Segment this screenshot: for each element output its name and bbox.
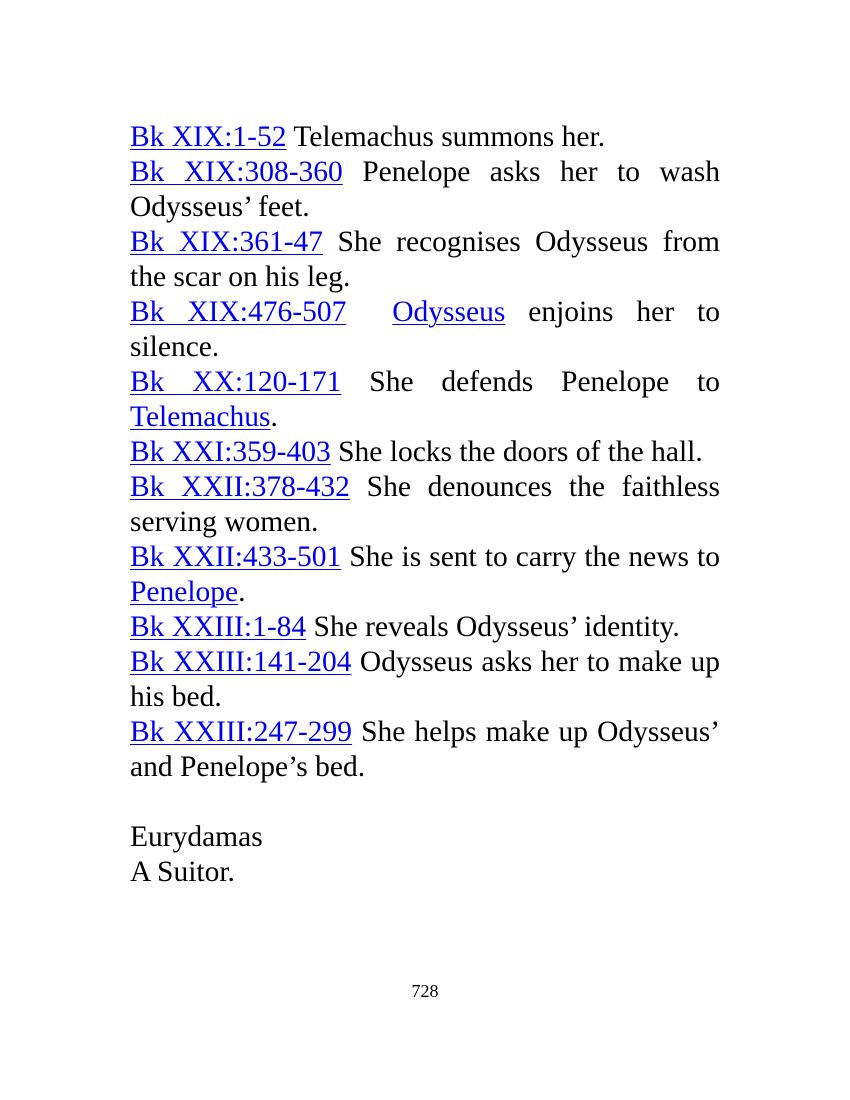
entry-5-reference-link[interactable]: Bk XX:120-171: [130, 366, 342, 398]
entry-7-text: She denounces the faithless serving women.: [130, 471, 720, 538]
entry-8-text-post: .: [238, 576, 246, 608]
section-gap: [130, 785, 720, 820]
entry-8: [130, 540, 720, 610]
entry-11: [130, 715, 720, 785]
entry-3-reference-link[interactable]: Bk XIX:361-47: [130, 226, 324, 258]
entry-6-text: She locks the doors of the hall.: [330, 436, 703, 468]
document-body: [130, 120, 720, 890]
entry-5-inline-link[interactable]: Telemachus: [130, 401, 271, 433]
entry-3-text: She recognises Odysseus from the scar on his leg.: [130, 226, 720, 293]
next-entry-description: A Suitor.: [130, 856, 235, 888]
entry-8-inline-link[interactable]: Penelope: [130, 576, 239, 608]
page-number: 728: [411, 981, 439, 1001]
entry-4-reference-link[interactable]: Bk XIX:476-507: [130, 296, 347, 328]
entry-1-reference-link[interactable]: Bk XIX:1-52: [130, 121, 287, 153]
entry-10-text: Odysseus asks her to make up his bed.: [130, 646, 720, 713]
entry-9: [130, 610, 720, 645]
entry-4-inline-link[interactable]: Odysseus: [392, 296, 506, 328]
entry-5: [130, 365, 720, 435]
entry-11-reference-link[interactable]: Bk XXIII:247-299: [130, 716, 353, 748]
entry-6-reference-link[interactable]: Bk XXI:359-403: [130, 436, 331, 468]
entry-10-reference-link[interactable]: Bk XXIII:141-204: [130, 646, 352, 678]
entry-7-reference-link[interactable]: Bk XXII:378-432: [130, 471, 350, 503]
entry-4-text-post: enjoins her to silence.: [130, 296, 720, 363]
entry-7: [130, 470, 720, 540]
entry-3: [130, 225, 720, 295]
entry-2: [130, 155, 720, 225]
next-entry-name: Eurydamas: [130, 821, 263, 853]
entry-5-text-post: .: [270, 401, 278, 433]
entry-2-text: Penelope asks her to wash Odysseus’ feet.: [130, 156, 720, 223]
entry-9-text: She reveals Odysseus’ identity.: [306, 611, 680, 643]
entry-8-text-pre: She is sent to carry the news to: [341, 541, 721, 573]
entry-11-text: She helps make up Odysseus’ and Penelope’s bed.: [130, 716, 720, 783]
entry-1: [130, 120, 720, 155]
entry-4-text-pre: [346, 296, 392, 328]
entry-10: [130, 645, 720, 715]
entry-5-text-pre: She defends Penelope to: [341, 366, 720, 398]
entry-8-reference-link[interactable]: Bk XXII:433-501: [130, 541, 342, 573]
entry-9-reference-link[interactable]: Bk XXIII:1-84: [130, 611, 307, 643]
entry-4: [130, 295, 720, 365]
entry-6: [130, 435, 720, 470]
entry-2-reference-link[interactable]: Bk XIX:308-360: [130, 156, 343, 188]
entry-1-text: Telemachus summons her.: [286, 121, 606, 153]
